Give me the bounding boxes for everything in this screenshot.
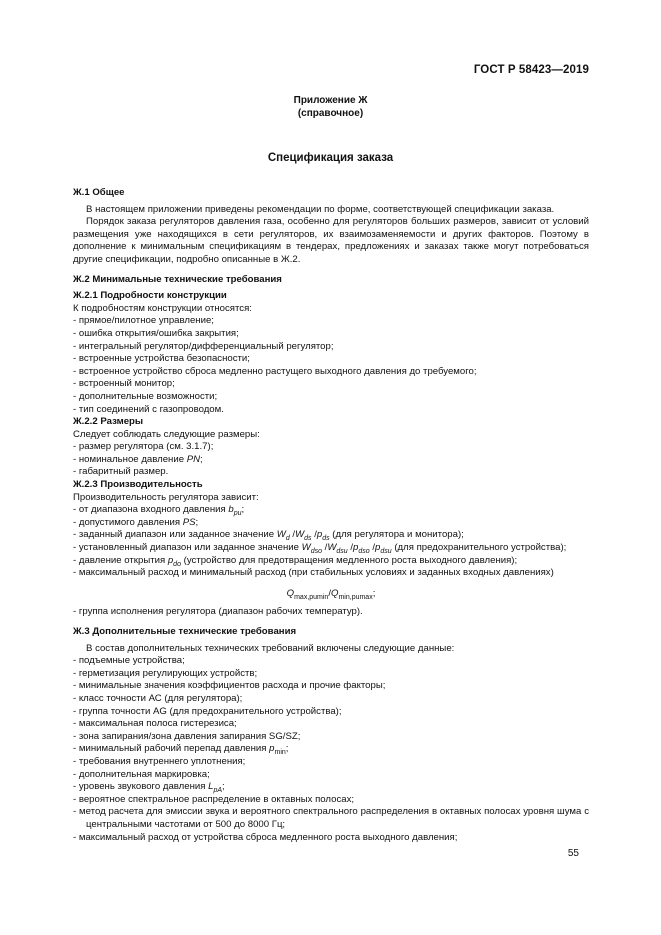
section-heading: Ж.2 Минимальные технические требования [73,273,282,285]
list-item: - встроенные устройства безопасности; [73,353,250,365]
paragraph: Следует соблюдать следующие размеры: [73,428,260,440]
list-item: - прямое/пилотное управление; [73,315,214,327]
list-item: - группа исполнения регулятора (диапазон рабочих температур). [73,606,363,618]
list-item: - размер регулятора (см. 3.1.7); [73,441,214,453]
doc-title: Спецификация заказа [267,152,394,164]
list-item: - тип соединений с газопроводом. [73,403,224,415]
list-item: - заданный диапазон или заданное значение $W_d$ $/W_{ds}$ $/p_{ds}$ (для регулятора и монитора); [73,529,464,543]
list-item: - класс точности АС (для регулятора); [73,692,243,704]
paragraph: К подробностям конструкции относятся: [73,302,252,314]
list-item: - от диапазона входного давления $b_{pu}$; [73,504,245,518]
list-item: - максимальный расход и минимальный расход (при стабильных условиях и заданных входных давлениях) [73,567,554,579]
paragraph: В настоящем приложении приведены рекомендации по форме, соответствующей спецификации заказа. [86,203,555,215]
section-heading: Ж.3 Дополнительные технические требования [73,626,297,637]
list-item: - вероятное спектральное распределение в октавных полосах; [73,793,355,805]
appendix-note: (справочное) [297,108,364,119]
subsection-heading: Ж.2.2 Размеры [73,416,144,428]
list-item: - давление открытия $p_{do}$ (устройство для предотвращения медленного роста выходного давления); [73,554,518,568]
list-item: - габаритный размер. [73,466,169,478]
flow-formula: $Q_{max,pumin}/Q_{min,pumax}$; [286,587,376,601]
appendix-title: Приложение Ж [293,95,368,106]
list-item: - дополнительная маркировка; [73,768,210,780]
paragraph: Производительность регулятора зависит: [73,491,259,503]
standard-header: ГОСТ Р 58423—2019 [473,64,589,76]
list-item: - ошибка открытия/ошибка закрытия; [73,327,239,339]
list-item: - группа точности AG (для предохранительного устройства); [73,705,342,717]
list-item: - минимальный рабочий перепад давления $p_{min}$; [73,743,289,757]
list-item: - зона запирания/зона давления запирания SG/SZ; [73,730,301,742]
list-item: - максимальная полоса гистерезиса; [73,718,237,730]
document-body [73,187,589,844]
list-item: - встроенный монитор; [73,378,175,390]
list-item: - максимальный расход от устройства сброса медленного роста выходного давления; [73,831,458,843]
section-heading: Ж.1 Общее [73,187,125,198]
list-item: - подъемные устройства; [73,655,185,667]
list-item: - дополнительные возможности; [73,390,218,402]
list-item: - метод расчета для эмиссии звука и вероятного спектрального распределения в октавных полосах уровня шума с центральными частотами от 500 до 8000 Гц; [73,806,589,830]
list-item: - допустимого давления PS; [73,516,199,528]
list-item: - установленный диапазон или заданное значение $W_{dso}$ $/W_{dsu}$ $/p_{dso}$ $/p_{dsu}$ (для предохранительного устройства); [73,542,567,555]
list-item: - герметизация регулирующих устройств; [73,667,258,679]
page-number: 55 [567,848,579,859]
list-item: - требования внутреннего уплотнения; [73,755,246,767]
list-item: - интегральный регулятор/дифференциальный регулятор; [73,340,334,352]
list-item: - уровень звукового давления $L_{pA}$; [73,781,225,795]
list-item: - минимальные значения коэффициентов расхода и прочие факторы; [73,680,386,692]
paragraph: Порядок заказа регуляторов давления газа, особенно для регуляторов больших размеров, зависит от условий размещения уже находящихся в сети регуляторов, их взаимозаменяемости и других факторов. Поэтому в дополнение к минимальным спецификациям в тендерах, предложениях и заказах также могут потребоваться другие спецификации, подробно описанные в Ж.2. [73,216,589,265]
list-item: - встроенное устройство сброса медленно растущего выходного давления до требуемого; [73,365,477,377]
paragraph: В состав дополнительных технических требований включены следующие данные: [86,642,455,654]
list-item: - номинальное давление PN; [73,453,203,465]
subsection-heading: Ж.2.1 Подробности конструкции [73,290,227,302]
subsection-heading: Ж.2.3 Производительность [73,479,203,491]
